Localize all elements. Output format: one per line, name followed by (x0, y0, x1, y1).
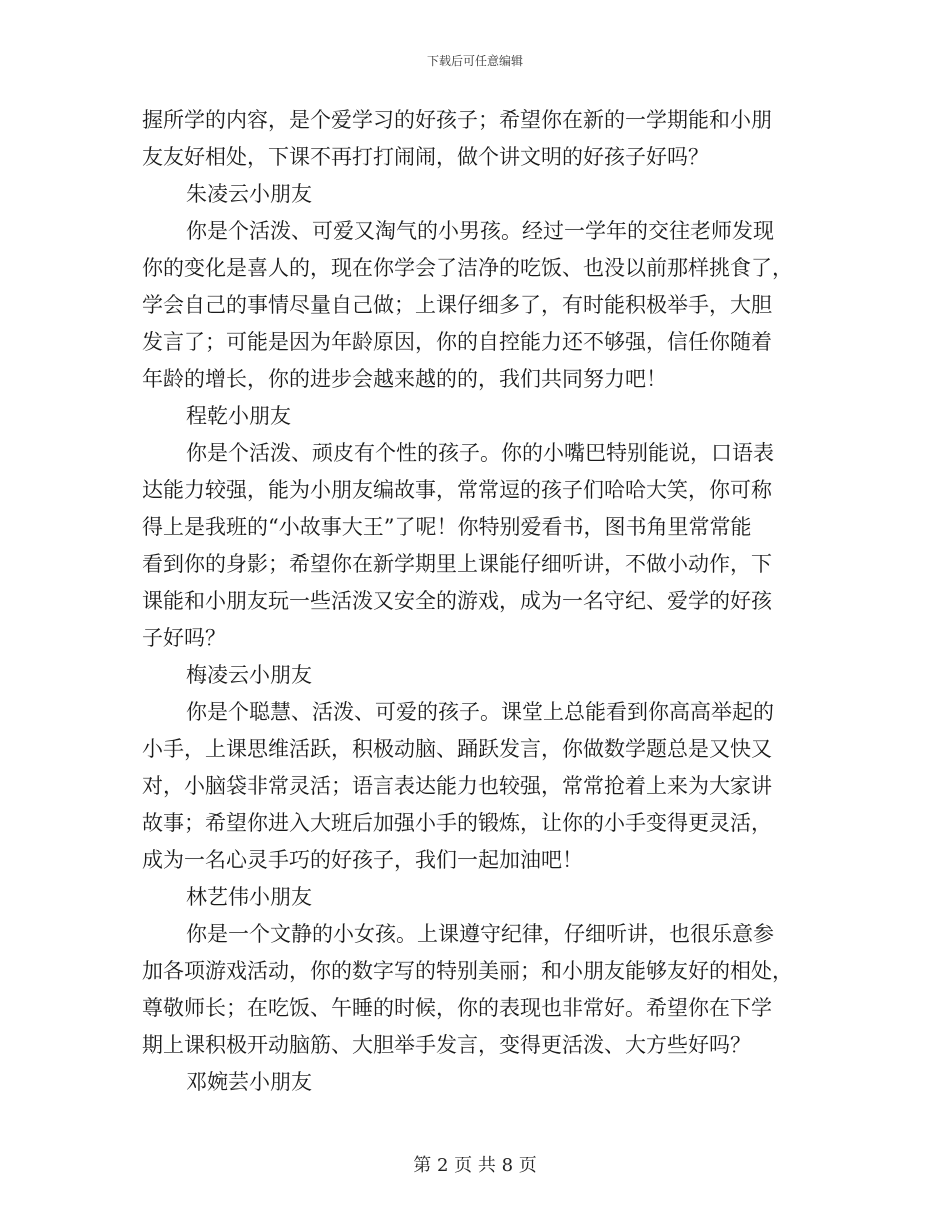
text-line: 得上是我班的“小故事大王”了呢！你特别爱看书，图书角里常常能 (142, 515, 752, 539)
text-line: 学会自己的事情尽量自己做；上课仔细多了，有时能积极举手，大胆 (142, 293, 772, 317)
text-line: 子好吗？ (142, 626, 226, 650)
text-line: 林艺伟小朋友 (186, 885, 312, 909)
text-line: 程乾小朋友 (186, 404, 291, 428)
page-header: 下载后可任意编辑 (426, 54, 523, 68)
text-line: 小手，上课思维活跃，积极动脑、踊跃发言，你做数学题总是又快又 (142, 737, 772, 761)
text-line: 达能力较强，能为小朋友编故事，常常逗的孩子们哈哈大笑，你可称 (142, 478, 772, 502)
text-line: 你的变化是喜人的，现在你学会了洁净的吃饭、也没以前那样挑食了， (142, 256, 793, 280)
page-number: 第 2 页 共 8 页 (413, 1155, 537, 1176)
text-line: 你是个聪慧、活泼、可爱的孩子。课堂上总能看到你高高举起的 (186, 700, 774, 724)
text-line: 发言了；可能是因为年龄原因，你的自控能力还不够强，信任你随着 (142, 330, 772, 354)
text-line: 朱凌云小朋友 (186, 182, 312, 206)
text-line: 梅凌云小朋友 (186, 663, 312, 687)
text-line: 你是个活泼、可爱又淘气的小男孩。经过一学年的交往老师发现 (186, 219, 774, 243)
text-line: 握所学的内容，是个爱学习的好孩子；希望你在新的一学期能和小朋 (142, 108, 772, 132)
text-line: 你是个活泼、顽皮有个性的孩子。你的小嘴巴特别能说，口语表 (186, 441, 774, 465)
text-line: 期上课积极开动脑筋、大胆举手发言，变得更活泼、大方些好吗？ (142, 1033, 751, 1057)
document-body (142, 102, 808, 1101)
text-line: 加各项游戏活动，你的数字写的特别美丽；和小朋友能够友好的相处， (142, 959, 793, 983)
text-line: 尊敬师长；在吃饭、午睡的时候，你的表现也非常好。希望你在下学 (142, 996, 772, 1020)
text-line: 看到你的身影；希望你在新学期里上课能仔细听讲，不做小动作，下 (142, 552, 772, 576)
text-line: 年龄的增长，你的进步会越来越的的，我们共同努力吧！ (142, 367, 667, 391)
text-line: 你是一个文静的小女孩。上课遵守纪律，仔细听讲，也很乐意参 (186, 922, 774, 946)
text-line: 对，小脑袋非常灵活；语言表达能力也较强，常常抢着上来为大家讲 (142, 774, 772, 798)
text-line: 课能和小朋友玩一些活泼又安全的游戏，成为一名守纪、爱学的好孩 (142, 589, 772, 613)
text-line: 邓婉芸小朋友 (186, 1070, 312, 1094)
text-line: 成为一名心灵手巧的好孩子，我们一起加油吧！ (142, 848, 583, 872)
text-line: 故事；希望你进入大班后加强小手的锻炼，让你的小手变得更灵活， (142, 811, 772, 835)
text-line: 友友好相处，下课不再打打闹闹，做个讲文明的好孩子好吗？ (142, 145, 709, 169)
